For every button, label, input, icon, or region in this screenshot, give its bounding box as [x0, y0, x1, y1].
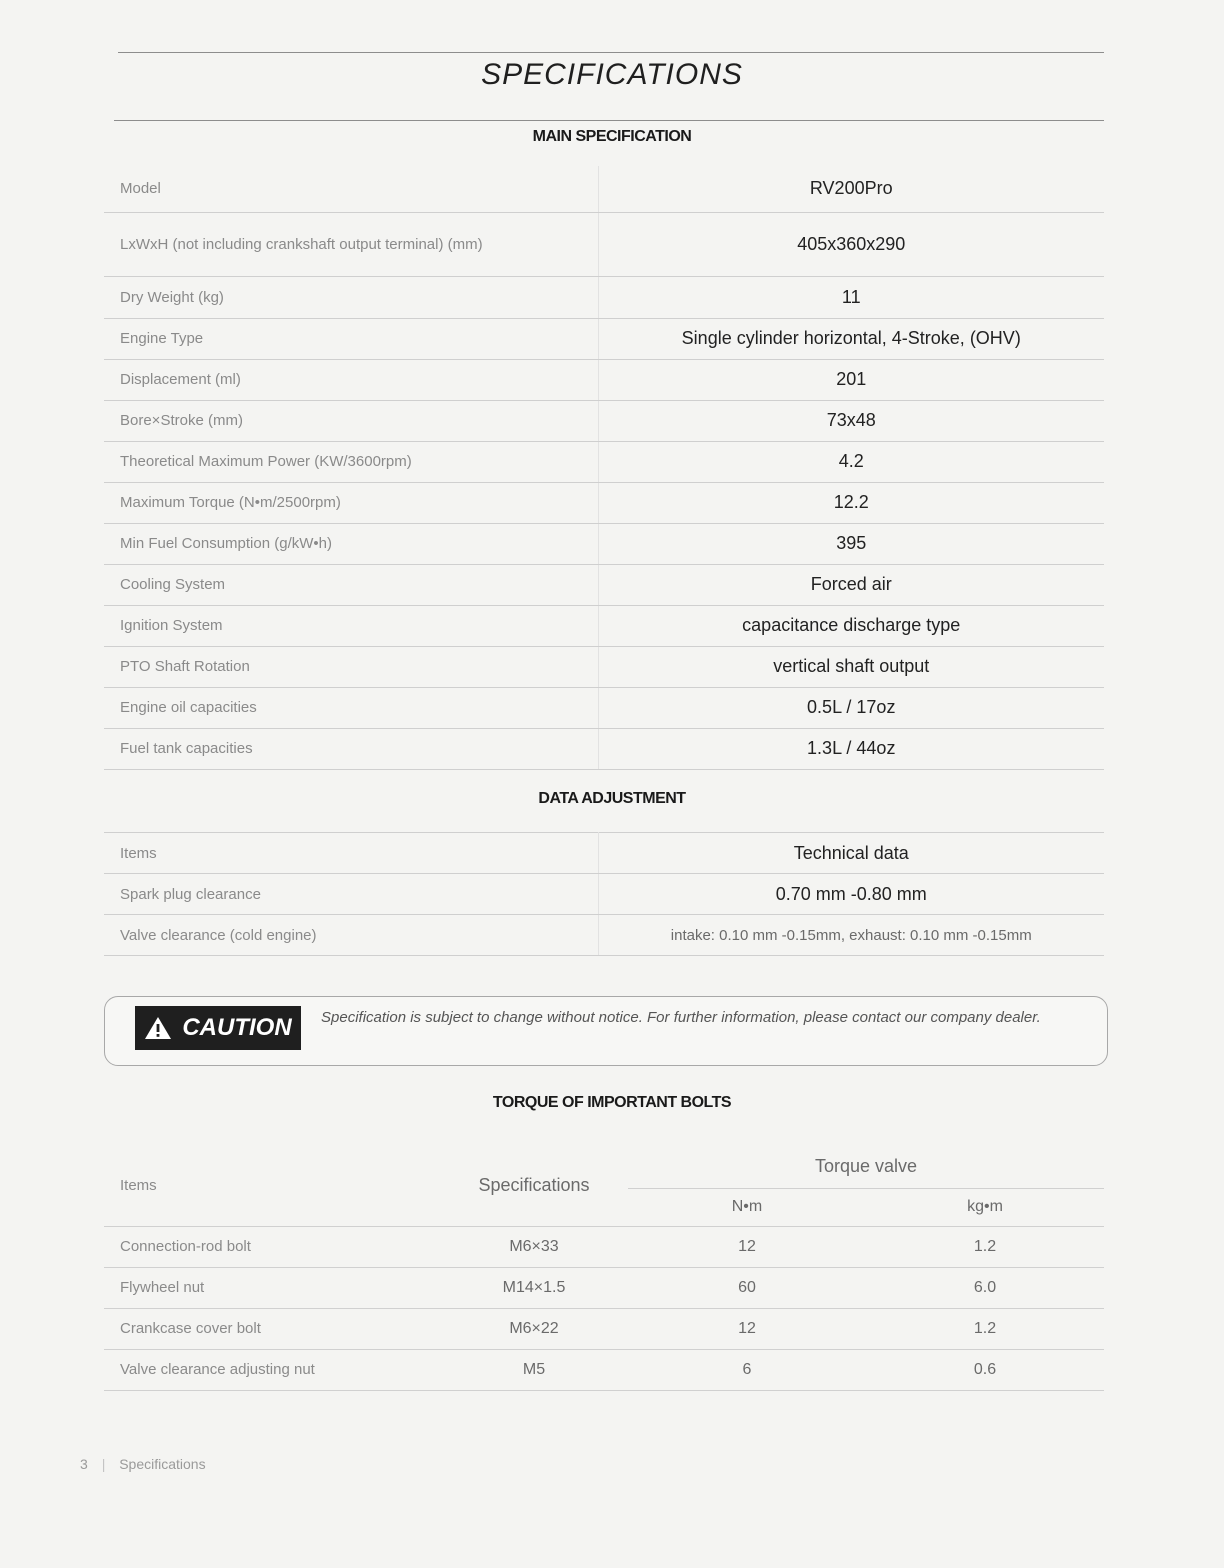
col-kgm-header: kg•m	[866, 1188, 1104, 1226]
spec-value: 12.2	[598, 482, 1104, 523]
spec-label: Theoretical Maximum Power (KW/3600rpm)	[104, 441, 598, 482]
top-rule	[118, 52, 1104, 53]
table-row	[104, 1267, 1104, 1308]
table-row	[104, 212, 1104, 276]
spec-value: vertical shaft output	[598, 646, 1104, 687]
bolt-spec: M5	[440, 1349, 628, 1390]
spec-label: Fuel tank capacities	[104, 728, 598, 769]
bolt-item: Flywheel nut	[104, 1267, 440, 1308]
adjustment-label: Items	[104, 833, 598, 874]
caution-label: CAUTION	[182, 1014, 292, 1041]
bolt-spec: M14×1.5	[440, 1267, 628, 1308]
table-row	[104, 1349, 1104, 1390]
bolt-kgm: 0.6	[866, 1349, 1104, 1390]
table-row	[104, 482, 1104, 523]
table-row	[104, 441, 1104, 482]
spec-label: Displacement (ml)	[104, 359, 598, 400]
spec-label: Maximum Torque (N•m/2500rpm)	[104, 482, 598, 523]
bolt-item: Connection-rod bolt	[104, 1226, 440, 1267]
main-spec-table	[104, 166, 1104, 770]
spec-value: 405x360x290	[598, 212, 1104, 276]
table-row	[104, 915, 1104, 956]
spec-value: 0.5L / 17oz	[598, 687, 1104, 728]
spec-value: 73x48	[598, 400, 1104, 441]
spec-label: Min Fuel Consumption (g/kW•h)	[104, 523, 598, 564]
spec-value: RV200Pro	[598, 166, 1104, 212]
spec-label: Cooling System	[104, 564, 598, 605]
adjustment-value: Technical data	[598, 833, 1104, 874]
title-rule	[114, 120, 1104, 121]
bolt-item: Valve clearance adjusting nut	[104, 1349, 440, 1390]
table-row	[104, 523, 1104, 564]
col-items-header: Items	[104, 1146, 440, 1226]
table-row	[104, 166, 1104, 212]
bolt-nm: 12	[628, 1226, 866, 1267]
bolt-nm: 6	[628, 1349, 866, 1390]
bolt-spec: M6×33	[440, 1226, 628, 1267]
table-row	[104, 400, 1104, 441]
spec-label: Dry Weight (kg)	[104, 276, 598, 318]
table-row	[104, 359, 1104, 400]
bolt-spec: M6×22	[440, 1308, 628, 1349]
table-row	[104, 1226, 1104, 1267]
table-row	[104, 687, 1104, 728]
spec-value: 395	[598, 523, 1104, 564]
data-adjustment-table	[104, 832, 1104, 956]
main-spec-heading: MAIN SPECIFICATION	[532, 128, 692, 145]
page-footer	[80, 1456, 206, 1472]
page-number: 3	[80, 1456, 88, 1472]
table-row	[104, 874, 1104, 915]
table-row	[104, 1308, 1104, 1349]
torque-heading: TORQUE OF IMPORTANT BOLTS	[492, 1094, 732, 1111]
adjustment-label: Valve clearance (cold engine)	[104, 915, 598, 956]
warning-triangle-icon	[144, 1016, 172, 1040]
bolt-nm: 60	[628, 1267, 866, 1308]
table-row	[104, 318, 1104, 359]
spec-label: LxWxH (not including crankshaft output terminal) (mm)	[104, 212, 598, 276]
spec-label: Bore×Stroke (mm)	[104, 400, 598, 441]
adjustment-value: 0.70 mm -0.80 mm	[598, 874, 1104, 915]
data-adjustment-heading: DATA ADJUSTMENT	[538, 790, 686, 807]
bolt-kgm: 1.2	[866, 1308, 1104, 1349]
caution-badge	[135, 1006, 301, 1050]
spec-label: Engine oil capacities	[104, 687, 598, 728]
caution-box	[104, 996, 1108, 1066]
table-row	[104, 605, 1104, 646]
spec-value: capacitance discharge type	[598, 605, 1104, 646]
torque-table	[104, 1146, 1104, 1391]
bolt-nm: 12	[628, 1308, 866, 1349]
footer-divider: |	[101, 1456, 106, 1472]
adjustment-label: Spark plug clearance	[104, 874, 598, 915]
spec-value: 4.2	[598, 441, 1104, 482]
spec-value: 11	[598, 276, 1104, 318]
adjustment-value: intake: 0.10 mm -0.15mm, exhaust: 0.10 mm -0.15mm	[598, 915, 1104, 956]
table-row	[104, 833, 1104, 874]
spec-value: 1.3L / 44oz	[598, 728, 1104, 769]
table-header-row	[104, 1146, 1104, 1188]
table-row	[104, 564, 1104, 605]
spec-value: 201	[598, 359, 1104, 400]
bolt-item: Crankcase cover bolt	[104, 1308, 440, 1349]
table-row	[104, 646, 1104, 687]
spec-value: Single cylinder horizontal, 4-Stroke, (OHV)	[598, 318, 1104, 359]
caution-text: Specification is subject to change without notice. For further information, please contact our company dealer.	[321, 1009, 1041, 1026]
col-spec-header: Specifications	[440, 1146, 628, 1226]
col-nm-header: N•m	[628, 1188, 866, 1226]
table-row	[104, 276, 1104, 318]
spec-label: PTO Shaft Rotation	[104, 646, 598, 687]
spec-label: Model	[104, 166, 598, 212]
bolt-kgm: 6.0	[866, 1267, 1104, 1308]
bolt-kgm: 1.2	[866, 1226, 1104, 1267]
spec-label: Engine Type	[104, 318, 598, 359]
page-title: SPECIFICATIONS	[481, 58, 743, 91]
spec-label: Ignition System	[104, 605, 598, 646]
footer-label: Specifications	[119, 1456, 206, 1472]
table-row	[104, 728, 1104, 769]
col-torque-header: Torque valve	[628, 1146, 1104, 1188]
spec-value: Forced air	[598, 564, 1104, 605]
